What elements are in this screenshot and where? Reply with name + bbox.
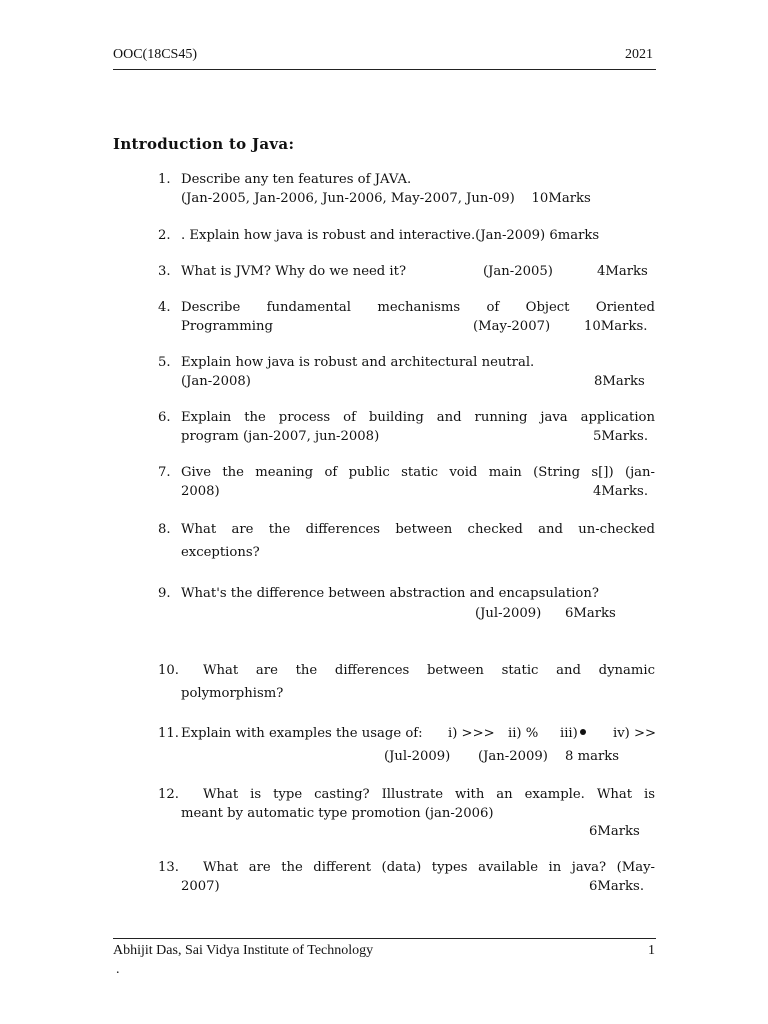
question-11-date-2: (Jan-2009) [478, 749, 548, 764]
question-12-line-2: meant by automatic type promotion (jan-2006) [181, 806, 494, 821]
question-3-marks: 4Marks [597, 264, 648, 279]
question-12-line-1: What is type casting? Illustrate with an example. What is [203, 787, 655, 802]
question-6-line-1: Explain the process of building and running java application [181, 410, 655, 425]
question-9-marks: 6Marks [565, 606, 616, 621]
footer-author: Abhijit Das, Sai Vidya Institute of Technology [113, 943, 374, 958]
header-rule [113, 69, 656, 70]
question-6-marks: 5Marks. [593, 429, 649, 444]
question-12-number: 12. [158, 787, 179, 802]
question-9-date: (Jul-2009) [475, 606, 542, 621]
question-12-marks: 6Marks [589, 824, 640, 839]
question-3-text: What is JVM? Why do we need it? [181, 264, 407, 279]
footer-dot: . [116, 962, 120, 977]
footer-page-number: 1 [648, 943, 655, 958]
question-13-line-2: 2007) [181, 879, 220, 894]
bullet-operator-icon [580, 729, 586, 735]
question-11-number: 11. [158, 726, 179, 741]
question-5-line-1: Explain how java is robust and architectural neutral. [181, 355, 535, 370]
question-4-line-2-text: Programming [181, 319, 273, 334]
question-2-line-1: . Explain how java is robust and interactive.(Jan-2009) 6marks [181, 228, 600, 243]
question-10-line-1: What are the differences between static and dynamic [203, 663, 655, 678]
question-9-number: 9. [158, 586, 171, 601]
question-2-number: 2. [158, 228, 171, 243]
question-8-number: 8. [158, 522, 171, 537]
question-11-operator-iii-label: iii) [560, 726, 578, 741]
question-6-number: 6. [158, 410, 171, 425]
question-7-marks: 4Marks. [593, 484, 649, 499]
question-13-number: 13. [158, 860, 179, 875]
question-11-marks: 8 marks [565, 749, 620, 764]
question-7-line-1: Give the meaning of public static void main (String s[]) (jan- [181, 465, 655, 480]
question-8-line-2: exceptions? [181, 545, 260, 560]
question-1-line-2: (Jan-2005, Jan-2006, Jun-2006, May-2007, Jun-09) 10Marks [181, 191, 591, 206]
question-4-line-1: Describe fundamental mechanisms of Object Oriented [181, 300, 655, 315]
question-11-operator-ii: ii) % [508, 726, 539, 741]
header-year: 2021 [625, 47, 653, 62]
question-6-line-2: program (jan-2007, jun-2008) [181, 429, 380, 444]
question-8-line-1: What are the differences between checked and un-checked [181, 522, 655, 537]
question-3-number: 3. [158, 264, 171, 279]
question-5-date: (Jan-2008) [181, 374, 251, 389]
question-11-operator-iii [560, 726, 586, 741]
header-course-code: OOC(18CS45) [113, 47, 198, 62]
question-1-line-1: Describe any ten features of JAVA. [181, 172, 412, 187]
question-11-line-1: Explain with examples the usage of: [181, 726, 423, 741]
question-9-line-1: What's the difference between abstraction and encapsulation? [181, 586, 599, 601]
question-10-line-2: polymorphism? [181, 686, 284, 701]
question-1-number: 1. [158, 172, 171, 187]
question-4-date: (May-2007) [473, 319, 551, 334]
question-7-line-2: 2008) [181, 484, 220, 499]
section-title: Introduction to Java: [113, 135, 295, 153]
question-3-date: (Jan-2005) [483, 264, 553, 279]
question-5-number: 5. [158, 355, 171, 370]
question-4-number: 4. [158, 300, 171, 315]
question-7-number: 7. [158, 465, 171, 480]
question-10-number: 10. [158, 663, 179, 678]
question-13-line-1: What are the different (data) types available in java? (May- [203, 860, 655, 875]
footer-rule [113, 938, 656, 939]
question-13-marks: 6Marks. [589, 879, 645, 894]
question-4-marks: 10Marks. [584, 319, 648, 334]
question-11-date-1: (Jul-2009) [384, 749, 451, 764]
question-5-marks: 8Marks [594, 374, 645, 389]
question-11-operator-iv: iv) >> [613, 726, 657, 741]
question-11-operator-i: i) >>> [448, 726, 495, 741]
